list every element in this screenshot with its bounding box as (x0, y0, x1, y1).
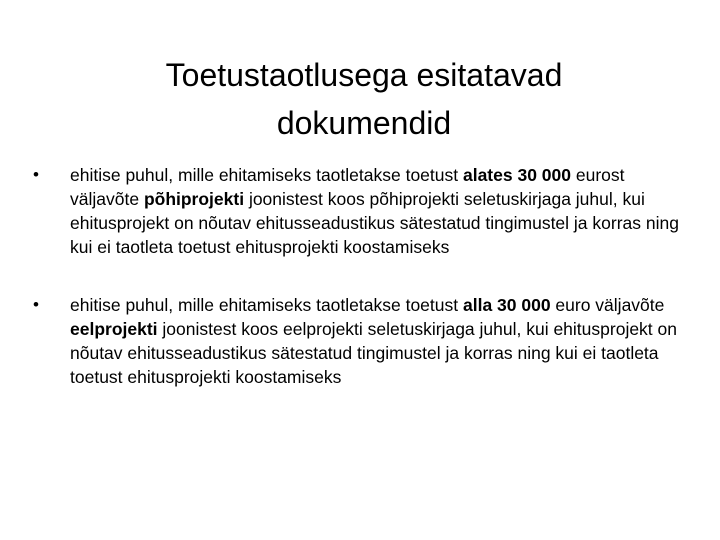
slide-title (60, 51, 668, 147)
bullet-icon: • (33, 165, 39, 184)
bullet-1-bold-project: põhiprojekti (143, 189, 245, 209)
bullet-2-text-b: euro väljavõte (550, 295, 665, 315)
bullet-item-1 (30, 163, 690, 259)
bullet-1-text-a: ehitise puhul, mille ehitamiseks taotletakse toetust (70, 165, 463, 185)
bullet-2-bold-amount: alla 30 000 (462, 295, 551, 315)
bullet-1-bold-amount: alates 30 000 (462, 165, 571, 185)
bullet-text-2 (70, 295, 677, 387)
bullet-list (30, 163, 690, 423)
bullet-text-1 (70, 165, 679, 257)
bullet-2-text-a: ehitise puhul, mille ehitamiseks taotletakse toetust (70, 295, 463, 315)
bullet-2-bold-project: eelprojekti (70, 319, 158, 339)
bullet-2-text-c: joonistest koos eelprojekti seletuskirjaga juhul, kui ehitusprojekt on nõutav ehitusseadustikus sätestatud tingimustel ja korras ning kui ei taotleta toetust ehitusprojekti koostamiseks (70, 319, 678, 387)
title-line-2: dokumendid (276, 105, 452, 141)
bullet-1-text-c: joonistest koos põhiprojekti seletuskirjaga juhul, kui ehitusprojekt on nõutav ehitusseadustikus sätestatud tingimustel ja korras ning kui ei taotleta toetust ehitusprojekti koostamiseks (70, 189, 679, 257)
bullet-1-text-b: eurost väljavõte (70, 165, 625, 209)
title-line-1: Toetustaotlusega esitatavad (165, 57, 563, 93)
bullet-item-2 (30, 293, 690, 389)
bullet-icon: • (33, 295, 39, 314)
